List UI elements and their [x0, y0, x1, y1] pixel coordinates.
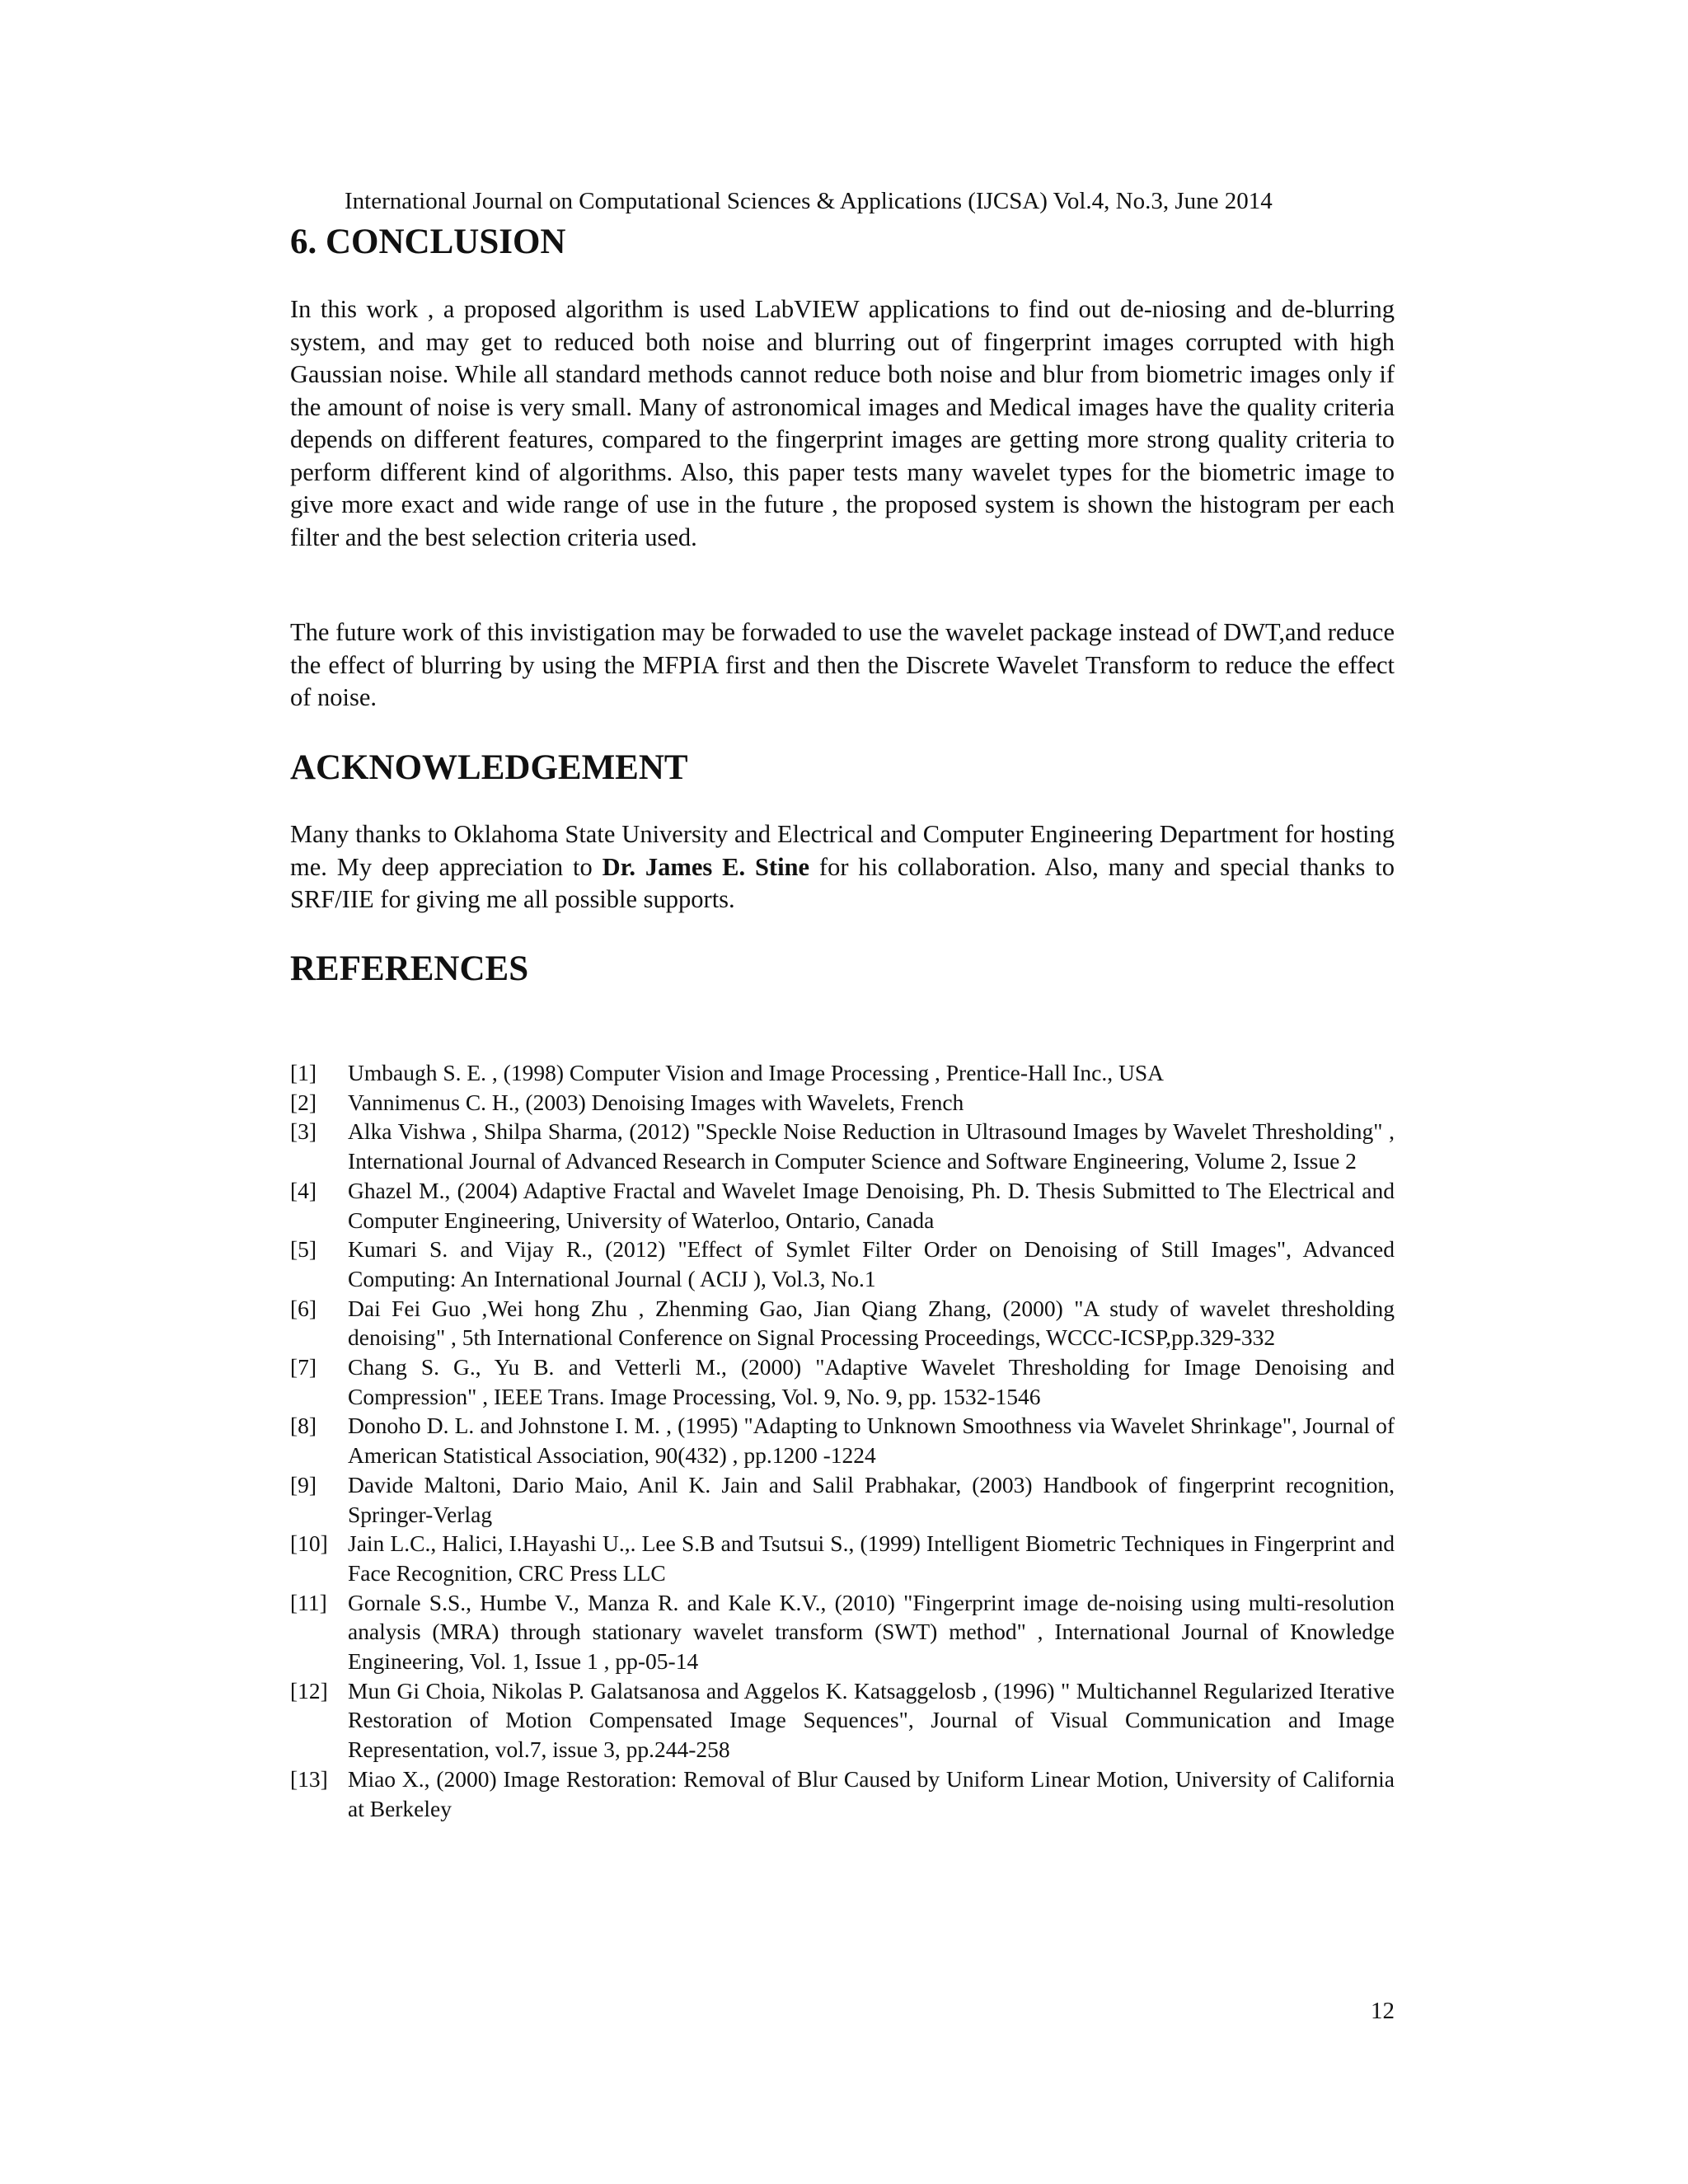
reference-text: Gornale S.S., Humbe V., Manza R. and Kale K.V., (2010) "Fingerprint image de-noising using multi-resolution analysis (MRA) through stationary wavelet transform (SWT) method" , International Journal of Knowledge Engineering, Vol. 1, Issue 1 , pp-05-14: [348, 1589, 1395, 1675]
reference-number: [2]: [290, 1089, 317, 1115]
reference-item: [290, 1117, 1395, 1175]
reference-list: [290, 1058, 1395, 1823]
reference-number: [8]: [290, 1413, 317, 1439]
reference-text: Ghazel M., (2004) Adaptive Fractal and Wavelet Image Denoising, Ph. D. Thesis Submitted to The Electrical and Computer Engineering, University of Waterloo, Ontario, Canada: [348, 1177, 1395, 1233]
reference-number: [7]: [290, 1354, 317, 1380]
conclusion-heading: 6. CONCLUSION: [290, 223, 566, 261]
reference-item: [290, 1058, 1395, 1088]
reference-item: [290, 1294, 1395, 1352]
reference-item: [290, 1235, 1395, 1293]
reference-text: Kumari S. and Vijay R., (2012) "Effect of Symlet Filter Order on Denoising of Still Images", Advanced Computing: An International Journal ( ACIJ ), Vol.3, No.1: [348, 1236, 1395, 1291]
reference-item: [290, 1088, 1395, 1118]
reference-number: [3]: [290, 1118, 317, 1145]
reference-number: [6]: [290, 1295, 317, 1321]
acknowledgement-text-start: Many thanks to Oklahoma State University and Electrical and Computer Engineering Department for hosting me. My deep appreciation to: [290, 820, 1395, 881]
acknowledged-person-name: Dr. James E. Stine: [602, 852, 810, 881]
reference-number: [13]: [290, 1765, 328, 1792]
reference-text: Jain L.C., Halici, I.Hayashi U.,. Lee S.B and Tsutsui S., (1999) Intelligent Biometric Techniques in Fingerprint and Face Recognition, CRC Press LLC: [348, 1530, 1395, 1586]
page-number: 12: [1371, 1998, 1395, 2024]
reference-number: [5]: [290, 1236, 317, 1263]
reference-item: [290, 1176, 1395, 1235]
reference-number: [4]: [290, 1177, 317, 1203]
reference-number: [11]: [290, 1589, 327, 1615]
reference-text: Dai Fei Guo ,Wei hong Zhu , Zhenming Gao, Jian Qiang Zhang, (2000) "A study of wavelet thresholding denoising" , 5th International Conference on Signal Processing Proceedings, WCCC-ICSP,pp.329-332: [348, 1295, 1395, 1351]
reference-item: [290, 1529, 1395, 1587]
reference-item: [290, 1352, 1395, 1411]
conclusion-paragraph-1: In this work , a proposed algorithm is used LabVIEW applications to find out de-niosing and de-blurring system, and may get to reduced both noise and blurring out of fingerprint images corrupted with high Gaussian noise. While all standard methods cannot reduce both noise and blur from biometric images only if the amount of noise is very small. Many of astronomical images and Medical images have the quality criteria depends on different features, compared to the fingerprint images are getting more strong quality criteria to perform different kind of algorithms. Also, this paper tests many wavelet types for the biometric image to give more exact and wide range of use in the future , the proposed system is shown the histogram per each filter and the best selection criteria used.: [290, 295, 1395, 551]
reference-number: [1]: [290, 1060, 317, 1085]
reference-text: Vannimenus C. H., (2003) Denoising Images with Wavelets, French: [348, 1089, 964, 1115]
reference-item: [290, 1588, 1395, 1676]
reference-text: Miao X., (2000) Image Restoration: Removal of Blur Caused by Uniform Linear Motion, University of California at Berkeley: [348, 1765, 1395, 1821]
reference-text: Umbaugh S. E. , (1998) Computer Vision and Image Processing , Prentice-Hall Inc., USA: [348, 1060, 1164, 1085]
reference-number: [9]: [290, 1471, 317, 1497]
reference-item: [290, 1411, 1395, 1469]
reference-number: [10]: [290, 1530, 328, 1557]
reference-item: [290, 1470, 1395, 1529]
reference-text: Mun Gi Choia, Nikolas P. Galatsanosa and Aggelos K. Katsaggelosb , (1996) " Multichannel Regularized Iterative Restoration of Motion Compensated Image Sequences", Journal of Visual Communication and Image Representation, vol.7, issue 3, pp.244-258: [348, 1677, 1395, 1763]
acknowledgement-text-end: for his collaboration. Also, many and special thanks to SRF/IIE for giving me all possible supports.: [290, 852, 1395, 913]
reference-number: [12]: [290, 1677, 328, 1704]
reference-text: Chang S. G., Yu B. and Vetterli M., (2000) "Adaptive Wavelet Thresholding for Image Denoising and Compression" , IEEE Trans. Image Processing, Vol. 9, No. 9, pp. 1532-1546: [348, 1354, 1395, 1409]
reference-text: Donoho D. L. and Johnstone I. M. , (1995) "Adapting to Unknown Smoothness via Wavelet Shrinkage", Journal of American Statistical Association, 90(432) , pp.1200 -1224: [348, 1413, 1395, 1469]
reference-item: [290, 1765, 1395, 1823]
acknowledgement-heading: ACKNOWLEDGEMENT: [290, 748, 688, 787]
references-heading: REFERENCES: [290, 949, 529, 988]
journal-header: International Journal on Computational Sciences & Applications (IJCSA) Vol.4, No.3, June 2014: [345, 188, 1273, 214]
acknowledgement-paragraph: [290, 818, 1395, 916]
reference-text: Alka Vishwa , Shilpa Sharma, (2012) "Speckle Noise Reduction in Ultrasound Images by Wavelet Thresholding" , International Journal of Advanced Research in Computer Science and Software Engineering, Volume 2, Issue 2: [348, 1118, 1395, 1174]
reference-text: Davide Maltoni, Dario Maio, Anil K. Jain and Salil Prabhakar, (2003) Handbook of fingerprint recognition, Springer-Verlag: [348, 1471, 1395, 1527]
conclusion-paragraph-2: The future work of this invistigation may be forwaded to use the wavelet package instead of DWT,and reduce the effect of blurring by using the MFPIA first and then the Discrete Wavelet Transform to reduce the effect of noise.: [290, 618, 1395, 711]
reference-item: [290, 1676, 1395, 1765]
